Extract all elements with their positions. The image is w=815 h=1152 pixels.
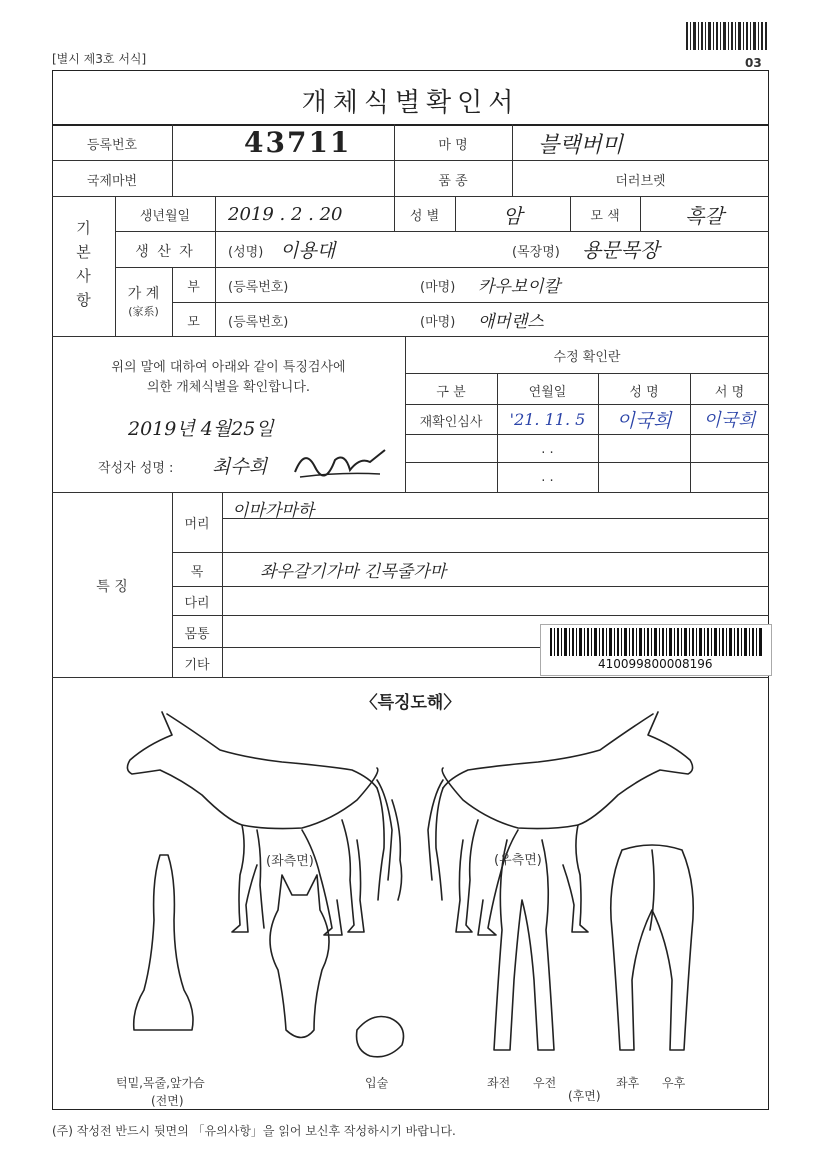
diagram-rear-left-label: 좌후 [616,1076,640,1090]
sex-label: 성 별 [409,209,440,224]
revision-row-2-date: . . [541,442,554,457]
revision-col-2: 연월일 [528,385,567,400]
revision-col-4: 서 명 [714,385,745,400]
diagram-left-side-label: (좌측면) [266,854,314,869]
feature-neck-value: 좌우갈기가마 긴목줄가마 [260,562,447,582]
writer-label: 작성자 성명 : [98,461,174,476]
horse-front-legs-drawing [494,840,554,1050]
revision-row-1-type: 재확인심사 [419,415,483,430]
horse-lips-drawing [357,1017,404,1057]
farm-label: (목장명) [512,245,560,260]
revision-row-1-date: '21. 11. 5 [509,410,586,429]
sire-name: 카우보이칼 [478,277,561,297]
barcode-number: 410099800008196 [598,657,713,671]
reg-no-value: 43711 [244,126,352,159]
feature-body-label: 몸통 [184,627,210,642]
feature-neck-label: 목 [190,565,204,580]
feature-etc-label: 기타 [184,658,210,673]
birth-value: 2019 . 2 . 20 [228,204,343,225]
horse-rear-drawing [611,845,694,1050]
pedigree-hanja: (家系) [128,305,159,318]
confirm-date: 2019년 4월25일 [128,418,274,440]
horse-left-side-drawing [127,712,401,935]
dam-name: 애머랜스 [478,312,544,332]
birth-label: 생년월일 [139,209,191,224]
top-barcode [686,22,768,50]
revision-row-1-signature: 이국희 [703,410,756,431]
sire-name-label: (마명) [420,280,456,295]
confirm-statement-1: 위의 말에 대하여 아래와 같이 특징검사에 [111,360,346,375]
writer-name: 최수희 [212,456,268,478]
intl-no-label: 국제마번 [86,174,138,189]
producer-name-label: (성명) [228,245,264,260]
barcode [550,628,765,656]
diagram-rear-right-label: 우후 [662,1076,686,1090]
document-title: 개체식별확인서 [301,88,520,118]
dam-label: 모 [187,315,200,330]
horse-head-front-drawing [270,875,329,1038]
feature-legs-label: 다리 [184,596,210,611]
page-number: 03 [745,56,762,70]
confirm-statement-2: 의한 개체식별을 확인합니다. [146,380,311,395]
form-label: [별시 제3호 서식] [52,52,147,66]
breed-label: 품 종 [438,174,468,189]
features-section-label: 특 징 [96,579,128,595]
diagram-right-side-label: (우측면) [494,853,542,868]
producer-label: 생 산 자 [135,244,195,260]
writer-signature [290,442,390,482]
diagram-front-left-label: 좌전 [487,1076,511,1090]
breed-value: 더러브렛 [615,174,666,189]
diagram-front-caption-2: (전면) [151,1094,184,1108]
revision-col-1: 구 분 [436,385,466,400]
revision-title: 수정 확인란 [553,350,621,365]
dam-reg-label: (등록번호) [228,315,289,330]
color-value: 흑갈 [685,204,724,228]
reg-no-label: 등록번호 [86,138,138,153]
horse-diagram [52,700,769,1100]
diagram-rear-label: (후면) [568,1089,601,1103]
sire-reg-label: (등록번호) [228,280,289,295]
sex-value: 암 [502,204,523,228]
diagram-front-right-label: 우전 [533,1076,557,1090]
footer-note: (주) 작성전 반드시 뒷면의 「유의사항」을 읽어 보신후 작성하시기 바랍니다. [52,1124,456,1138]
revision-col-3: 성 명 [629,385,659,400]
producer-name: 이용대 [280,240,336,262]
horse-name-value: 블랙버미 [538,133,624,158]
farm-name: 용문목장 [582,238,660,262]
feature-head-value: 이마가마하 [232,501,315,521]
diagram-front-caption-1: 턱밑,목줄,앞가슴 [116,1076,205,1090]
horse-name-label: 마 명 [438,138,468,153]
feature-head-label: 머리 [184,517,210,532]
dam-name-label: (마명) [420,315,456,330]
revision-row-3-date: . . [541,470,554,485]
basic-section-label: 기 본 사 항 [76,219,91,309]
horse-front-neck-drawing [134,855,193,1030]
diagram-title: 〈특징도해〉 [360,693,461,713]
pedigree-label: 가 계 [127,286,160,302]
diagram-lips-label: 입술 [365,1076,389,1090]
color-label: 모 색 [590,209,620,224]
sire-label: 부 [187,280,200,295]
revision-row-1-name: 이국희 [616,410,672,432]
